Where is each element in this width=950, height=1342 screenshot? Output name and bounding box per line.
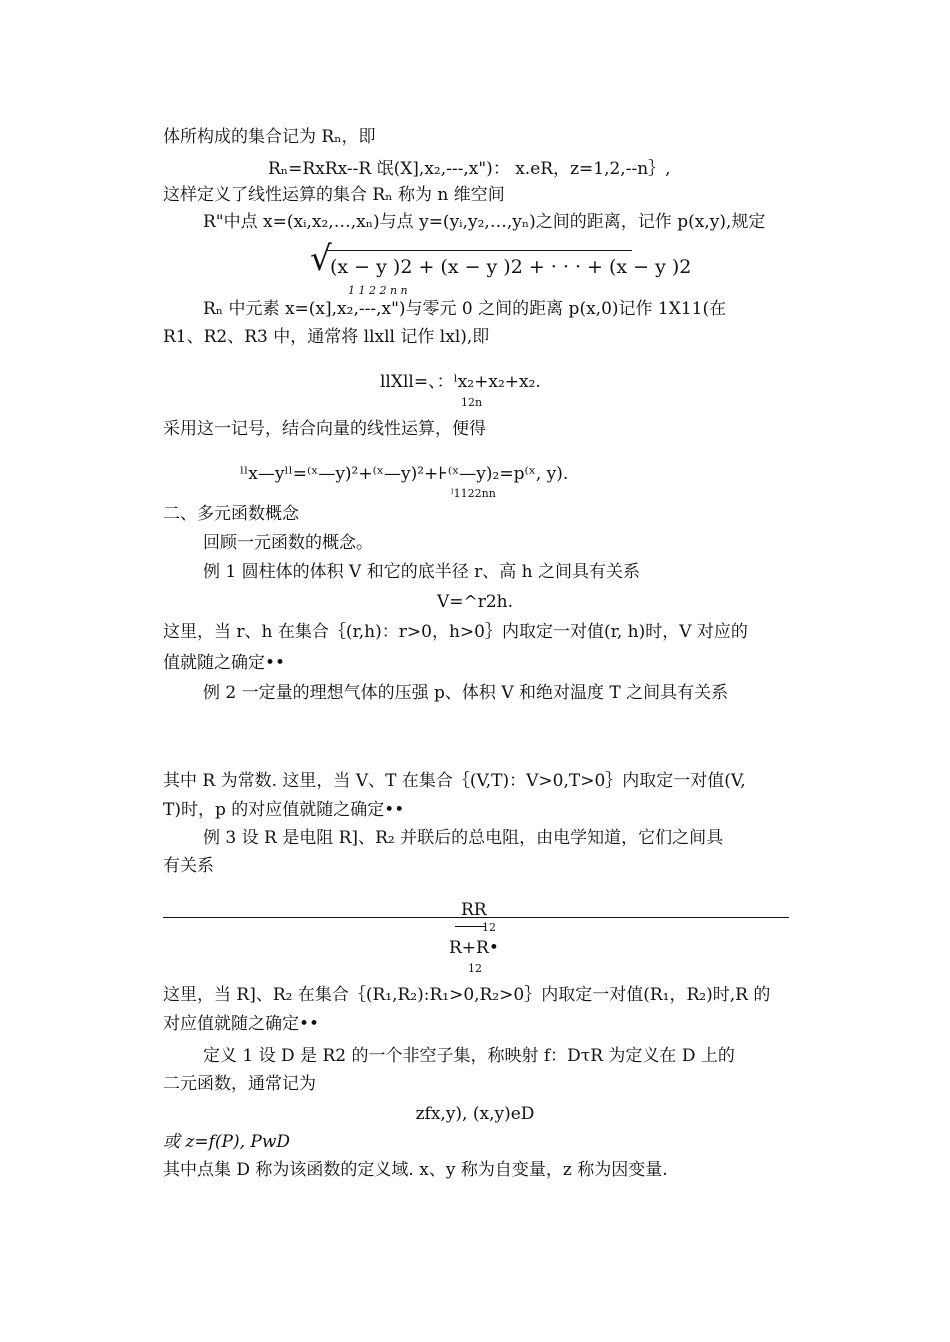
text-line-25: 二元函数，通常记为: [163, 1074, 316, 1094]
fraction-denominator: R+R•: [449, 938, 499, 958]
fraction-denominator-subscripts: 12: [468, 962, 482, 975]
sqrt-symbol: √: [310, 239, 332, 279]
fraction-numerator: RR: [461, 900, 487, 920]
example-3: 例 3 设 R 是电阻 R]、R₂ 并联后的总电阻，由电学知道，它们之间具: [203, 828, 724, 848]
text-line-22: 这里，当 R]、R₂ 在集合｛(R₁,R₂):R₁>0,R₂>0｝内取定一对值(R₁，R₂)时,R 的: [163, 985, 771, 1005]
equation-cylinder-volume: V=^r2h.: [436, 592, 514, 612]
text-line-6: Rₙ 中元素 x=(x],x₂,---,x")与零元 0 之间的距离 p(x,0)记作 1X11(在: [203, 299, 727, 319]
text-line-27: 或 z=f(P), PwD: [163, 1132, 291, 1152]
distance-formula-subscripts: 1 1 2 2 n n: [348, 284, 408, 297]
equation-norm-subscripts: 12n: [461, 396, 483, 409]
fraction-rule: [163, 917, 789, 918]
text-line-15: 这里，当 r、h 在集合｛(r,h)：r>0，h>0｝内取定一对值(r, h)时，V 对应的: [163, 622, 748, 642]
text-line-12: 回顾一元函数的概念。: [203, 533, 373, 553]
example-2: 例 2 一定量的理想气体的压强 p、体积 V 和绝对温度 T 之间具有关系: [203, 683, 729, 703]
sqrt-overline: [326, 250, 632, 251]
text-line-7: R1、R2、R3 中，通常将 llxll 记作 lxl),即: [163, 327, 490, 347]
equation-norm: llXll=、：ˡx₂+x₂+x₂.: [380, 372, 541, 392]
text-line-9: 采用这一记号，结合向量的线性运算，便得: [163, 419, 486, 439]
fraction-small-bar: [455, 926, 485, 927]
example-1: 例 1 圆柱体的体积 V 和它的底半径 r、高 h 之间具有关系: [203, 562, 640, 582]
equation-distance-norm-subscripts: ˡ1122nn: [451, 487, 496, 500]
distance-formula-body: (x − y )2 + (x − y )2 + · · · + (x − y )2: [330, 256, 692, 278]
equation-distance-norm: ˡˡx—yˡˡ=⁽ˣ—y)²+⁽ˣ—y)²+⊦⁽ˣ—y)₂=p⁽ˣ, y).: [240, 464, 569, 484]
equation-binary-function: zfx,y), (x,y)eD: [415, 1104, 535, 1124]
text-line-1: 体所构成的集合记为 Rₙ，即: [163, 127, 376, 147]
text-line-4: R"中点 x=(xᵢ,x₂,…,xₙ)与点 y=(yᵢ,y₂,…,yₙ)之间的距离，记作 p(x,y),规定: [203, 212, 766, 232]
equation-rn-definition: Rₙ=RxRx--R 氓(X],x₂,---,x")： x.eR，z=1,2,--n｝,: [268, 159, 671, 179]
text-line-21: 有关系: [163, 856, 214, 876]
text-line-16: 值就随之确定••: [163, 653, 286, 673]
definition-1: 定义 1 设 D 是 R2 的一个非空子集，称映射 f：DτR 为定义在 D 上的: [203, 1046, 735, 1066]
text-line-23: 对应值就随之确定••: [163, 1014, 320, 1034]
text-line-3: 这样定义了线性运算的集合 Rₙ 称为 n 维空间: [163, 185, 505, 205]
text-line-18: 其中 R 为常数. 这里，当 V、T 在集合｛(V,T)：V>0,T>0｝内取定一对值(V,: [163, 771, 746, 791]
fraction-numerator-subscripts: 12: [482, 921, 496, 934]
text-line-19: T)时，p 的对应值就随之确定••: [163, 800, 405, 820]
section-heading: 二、多元函数概念: [163, 504, 299, 524]
text-line-28: 其中点集 D 称为该函数的定义域. x、y 称为自变量，z 称为因变量.: [163, 1160, 668, 1180]
